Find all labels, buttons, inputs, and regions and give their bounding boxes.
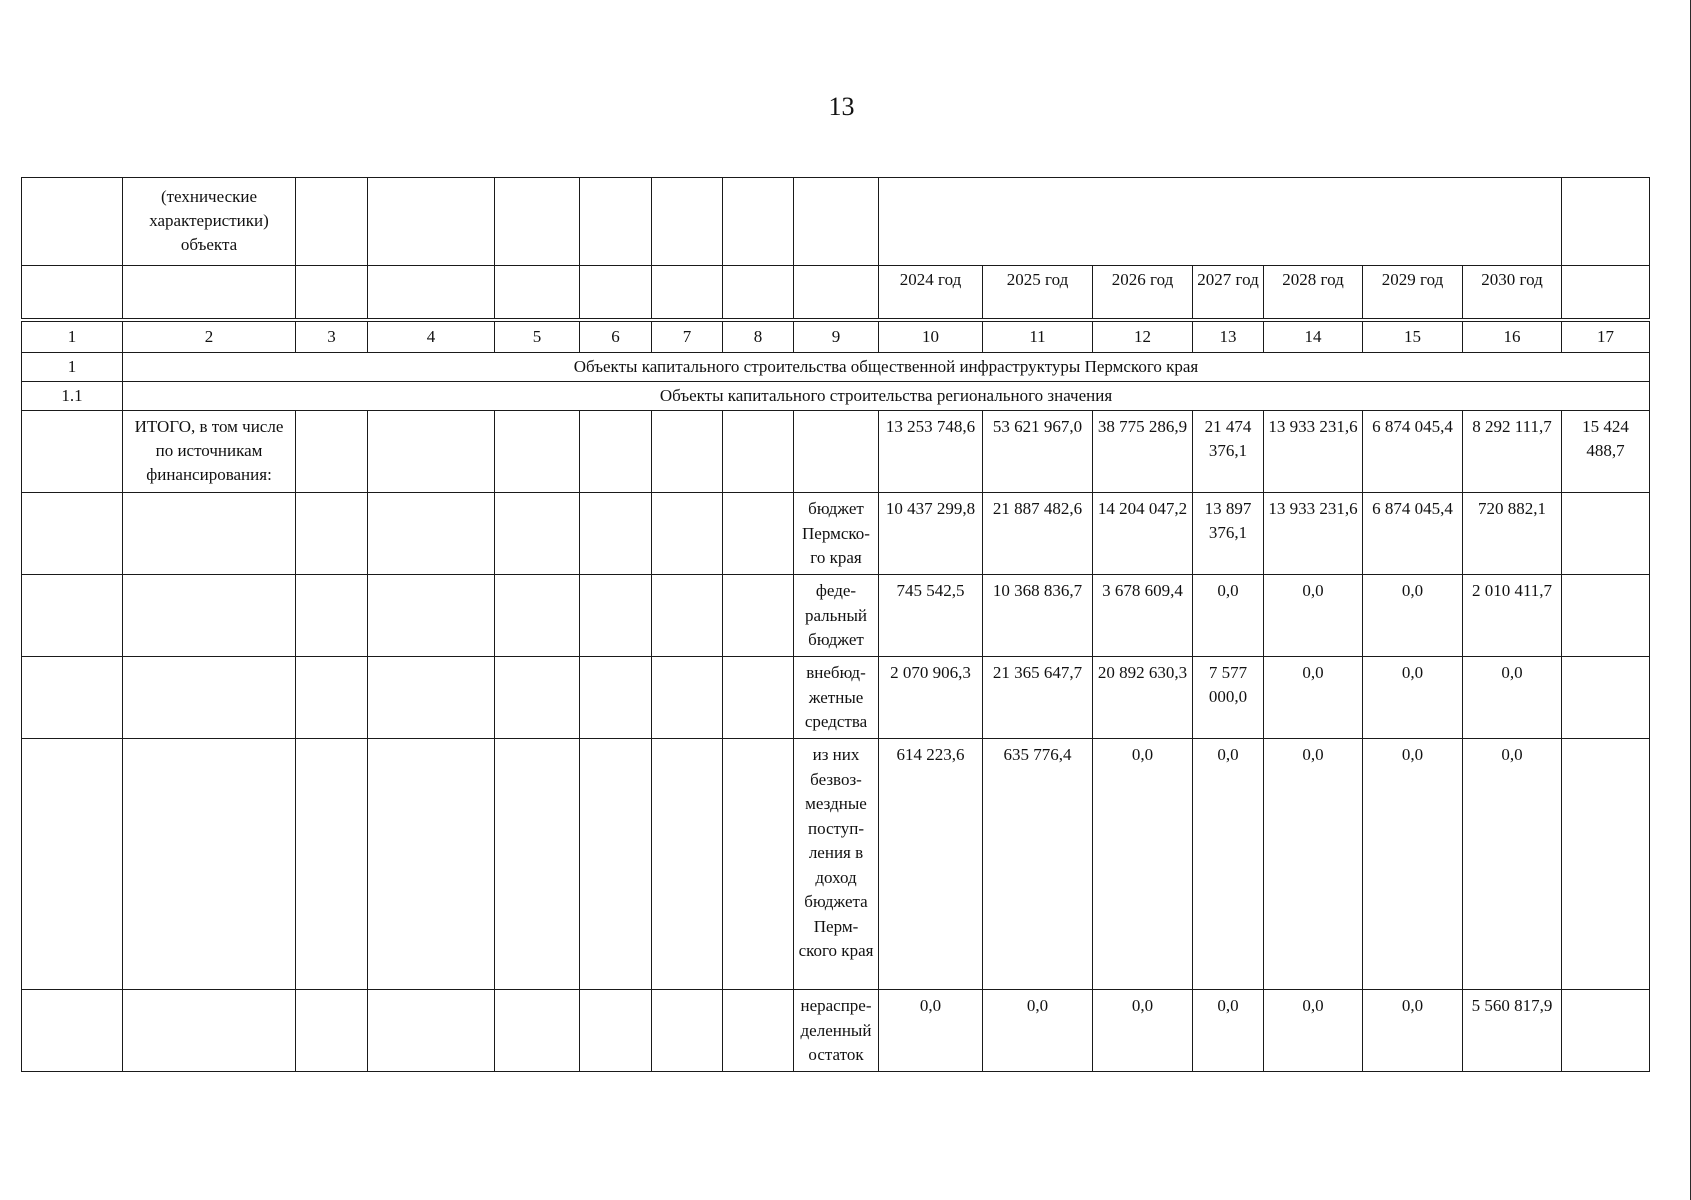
column-number: 11	[983, 320, 1093, 353]
source-value: 13 897 376,1	[1193, 493, 1264, 575]
empty-cell	[1562, 990, 1650, 1072]
empty-cell	[723, 739, 794, 990]
empty-cell	[22, 493, 123, 575]
section-title: Объекты капитального строительства общественной инфраструктуры Пермского края	[123, 353, 1650, 382]
year-header: 2029 год	[1363, 266, 1463, 321]
empty-cell	[1562, 493, 1650, 575]
empty-cell	[580, 990, 652, 1072]
header-row-years	[22, 266, 1650, 321]
empty-cell	[22, 575, 123, 657]
header-cell	[652, 178, 723, 266]
source-label: из них безвоз-мездные поступ-ления в доход бюджета Перм-ского края	[794, 739, 879, 990]
empty-cell	[296, 493, 368, 575]
header-cell	[879, 178, 1562, 266]
source-value: 3 678 609,4	[1093, 575, 1193, 657]
source-row	[22, 739, 1650, 990]
source-value: 0,0	[1264, 739, 1363, 990]
empty-cell	[580, 575, 652, 657]
source-value: 720 882,1	[1463, 493, 1562, 575]
source-value: 0,0	[1463, 657, 1562, 739]
header-cell	[1562, 178, 1650, 266]
source-value: 0,0	[1363, 657, 1463, 739]
column-number: 3	[296, 320, 368, 353]
header-cell	[723, 266, 794, 321]
itogo-value: 53 621 967,0	[983, 411, 1093, 493]
source-value: 7 577 000,0	[1193, 657, 1264, 739]
column-number: 6	[580, 320, 652, 353]
empty-cell	[123, 493, 296, 575]
header-cell	[580, 178, 652, 266]
column-number: 15	[1363, 320, 1463, 353]
empty-cell	[723, 493, 794, 575]
empty-cell	[580, 657, 652, 739]
source-value: 0,0	[1093, 739, 1193, 990]
empty-cell	[495, 411, 580, 493]
source-label: внебюд-жетные средства	[794, 657, 879, 739]
section-row	[22, 353, 1650, 382]
section-row	[22, 382, 1650, 411]
empty-cell	[495, 739, 580, 990]
column-number: 5	[495, 320, 580, 353]
source-value: 0,0	[1363, 990, 1463, 1072]
column-number: 13	[1193, 320, 1264, 353]
empty-cell	[580, 739, 652, 990]
header-cell	[22, 266, 123, 321]
empty-cell	[368, 575, 495, 657]
column-number: 1	[22, 320, 123, 353]
header-cell	[495, 178, 580, 266]
page-number: 13	[828, 92, 855, 121]
source-label: феде-ральный бюджет	[794, 575, 879, 657]
source-row	[22, 493, 1650, 575]
header-cell	[22, 178, 123, 266]
empty-cell	[368, 657, 495, 739]
column-number: 12	[1093, 320, 1193, 353]
source-value: 14 204 047,2	[1093, 493, 1193, 575]
source-value: 20 892 630,3	[1093, 657, 1193, 739]
year-header: 2026 год	[1093, 266, 1193, 321]
empty-cell	[368, 493, 495, 575]
source-value: 0,0	[1363, 575, 1463, 657]
source-value: 0,0	[1093, 990, 1193, 1072]
empty-cell	[652, 575, 723, 657]
source-value: 0,0	[1463, 739, 1562, 990]
empty-cell	[22, 657, 123, 739]
empty-cell	[652, 657, 723, 739]
source-value: 0,0	[1193, 990, 1264, 1072]
source-value: 2 070 906,3	[879, 657, 983, 739]
header-cell	[652, 266, 723, 321]
source-value: 10 368 836,7	[983, 575, 1093, 657]
source-value: 13 933 231,6	[1264, 493, 1363, 575]
empty-cell	[296, 739, 368, 990]
header-cell	[368, 266, 495, 321]
empty-cell	[1562, 657, 1650, 739]
empty-cell	[123, 739, 296, 990]
empty-cell	[1562, 575, 1650, 657]
header-cell	[296, 266, 368, 321]
source-label: бюджет Пермско-го края	[794, 493, 879, 575]
column-number: 7	[652, 320, 723, 353]
empty-cell	[723, 411, 794, 493]
column-number: 16	[1463, 320, 1562, 353]
source-value: 21 887 482,6	[983, 493, 1093, 575]
empty-cell	[723, 657, 794, 739]
column-number: 10	[879, 320, 983, 353]
source-value: 0,0	[1193, 575, 1264, 657]
header-cell	[580, 266, 652, 321]
source-value: 5 560 817,9	[1463, 990, 1562, 1072]
year-header: 2024 год	[879, 266, 983, 321]
source-value: 0,0	[1264, 657, 1363, 739]
section-title: Объекты капитального строительства регионального значения	[123, 382, 1650, 411]
source-value: 0,0	[1363, 739, 1463, 990]
empty-cell	[296, 657, 368, 739]
itogo-total: 15 424 488,7	[1562, 411, 1650, 493]
source-value: 6 874 045,4	[1363, 493, 1463, 575]
empty-cell	[495, 657, 580, 739]
itogo-value: 6 874 045,4	[1363, 411, 1463, 493]
column-number: 2	[123, 320, 296, 353]
section-number: 1	[22, 353, 123, 382]
source-value: 635 776,4	[983, 739, 1093, 990]
empty-cell	[580, 493, 652, 575]
source-value: 0,0	[879, 990, 983, 1072]
source-label: нераспре-деленный остаток	[794, 990, 879, 1072]
header-cell	[794, 178, 879, 266]
empty-cell	[794, 411, 879, 493]
column-number: 8	[723, 320, 794, 353]
year-header: 2025 год	[983, 266, 1093, 321]
column-number: 14	[1264, 320, 1363, 353]
source-value: 0,0	[1264, 990, 1363, 1072]
header-cell	[123, 266, 296, 321]
itogo-label: ИТОГО, в том числе по источникам финансирования:	[123, 411, 296, 493]
empty-cell	[368, 990, 495, 1072]
empty-cell	[123, 657, 296, 739]
source-row	[22, 990, 1650, 1072]
empty-cell	[296, 411, 368, 493]
column-number: 17	[1562, 320, 1650, 353]
year-header: 2028 год	[1264, 266, 1363, 321]
empty-cell	[123, 575, 296, 657]
source-value: 745 542,5	[879, 575, 983, 657]
column-number: 4	[368, 320, 495, 353]
empty-cell	[22, 739, 123, 990]
header-col2-title: (технические характеристики) объекта	[123, 178, 296, 266]
empty-cell	[580, 411, 652, 493]
header-cell	[368, 178, 495, 266]
header-cell	[296, 178, 368, 266]
empty-cell	[296, 575, 368, 657]
source-row	[22, 575, 1650, 657]
itogo-row	[22, 411, 1650, 493]
section-number: 1.1	[22, 382, 123, 411]
source-value: 0,0	[983, 990, 1093, 1072]
itogo-value: 38 775 286,9	[1093, 411, 1193, 493]
itogo-value: 21 474 376,1	[1193, 411, 1264, 493]
empty-cell	[495, 493, 580, 575]
itogo-value: 13 253 748,6	[879, 411, 983, 493]
column-number: 9	[794, 320, 879, 353]
source-value: 2 010 411,7	[1463, 575, 1562, 657]
empty-cell	[652, 493, 723, 575]
empty-cell	[296, 990, 368, 1072]
source-value: 0,0	[1193, 739, 1264, 990]
source-value: 10 437 299,8	[879, 493, 983, 575]
year-header: 2030 год	[1463, 266, 1562, 321]
financing-table	[21, 177, 1650, 1072]
empty-cell	[652, 411, 723, 493]
empty-cell	[723, 575, 794, 657]
header-row-top	[22, 178, 1650, 266]
itogo-value: 13 933 231,6	[1264, 411, 1363, 493]
source-value: 21 365 647,7	[983, 657, 1093, 739]
source-value: 0,0	[1264, 575, 1363, 657]
empty-cell	[368, 739, 495, 990]
year-header: 2027 год	[1193, 266, 1264, 321]
empty-cell	[123, 990, 296, 1072]
empty-cell	[368, 411, 495, 493]
empty-cell	[1562, 739, 1650, 990]
source-row	[22, 657, 1650, 739]
empty-cell	[22, 990, 123, 1072]
column-numbers-row	[22, 320, 1650, 353]
empty-cell	[495, 575, 580, 657]
header-cell	[1562, 266, 1650, 321]
header-cell	[794, 266, 879, 321]
itogo-value: 8 292 111,7	[1463, 411, 1562, 493]
header-cell	[495, 266, 580, 321]
header-cell	[723, 178, 794, 266]
source-value: 614 223,6	[879, 739, 983, 990]
empty-cell	[22, 411, 123, 493]
empty-cell	[495, 990, 580, 1072]
empty-cell	[652, 739, 723, 990]
empty-cell	[723, 990, 794, 1072]
empty-cell	[652, 990, 723, 1072]
